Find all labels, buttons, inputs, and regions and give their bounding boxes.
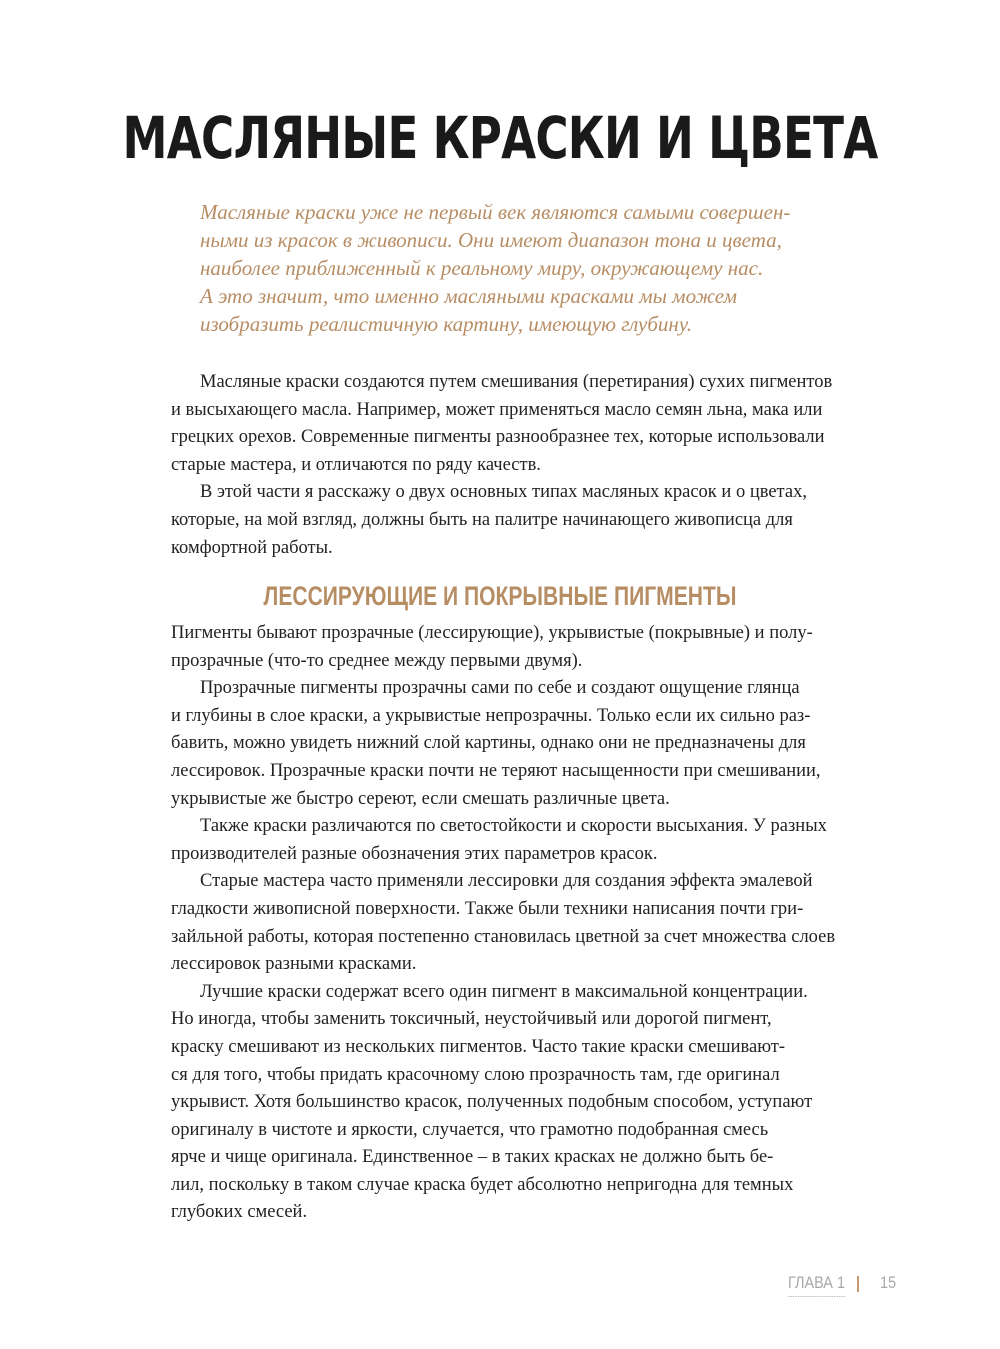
chapter-label: ГЛАВА 1 (788, 1273, 845, 1297)
page-title: МАСЛЯНЫЕ КРАСКИ И ЦВЕТА (122, 104, 878, 172)
paragraph-line: Также краски различаются по светостойкости и скорости высыхания. У разных (200, 816, 827, 837)
paragraph-line: ярче и чище оригинала. Единственное – в таких красках не должно быть бе- (171, 1147, 774, 1168)
body-section-pigments (171, 620, 836, 1227)
paragraph-line: Старые мастера часто применяли лессировки для создания эффекта эмалевой (200, 871, 813, 892)
paragraph-line: оригиналу в чистоте и яркости, случается, что грамотно подобранная смесь (171, 1119, 769, 1140)
intro-line: ными из красок в живописи. Они имеют диапазон тона и цвета, (200, 228, 782, 252)
paragraph-line: лил, поскольку в таком случае краска будет абсолютно непригодна для темных (171, 1174, 794, 1195)
paragraph-line: В этой части я расскажу о двух основных типах масляных красок и о цветах, (200, 482, 807, 503)
page-number: 15 (880, 1273, 897, 1292)
paragraph-line: грецких орехов. Современные пигменты разнообразнее тех, которые использовали (171, 427, 825, 448)
section-heading: ЛЕССИРУЮЩИЕ И ПОКРЫВНЫЕ ПИГМЕНТЫ (263, 581, 737, 611)
intro-line: изобразить реалистичную картину, имеющую глубину. (200, 312, 693, 336)
paragraph-line: укрывистые же быстро сереют, если смешать различные цвета. (171, 788, 670, 809)
paragraph-line: зайльной работы, которая постепенно становилась цветной за счет множества слоев (171, 926, 836, 947)
paragraph-line: бавить, можно увидеть нижний слой картины, однако они не предназначены для (171, 733, 806, 754)
paragraph-line: старые мастера, и отличаются по ряду качеств. (171, 454, 541, 475)
paragraph-line: ся для того, чтобы придать красочному слою прозрачность там, где оригинал (171, 1064, 780, 1085)
body-section-intro (171, 369, 831, 562)
paragraph-line: укрывист. Хотя большинство красок, полученных подобным способом, уступают (171, 1092, 813, 1113)
paragraph-line: и высыхающего масла. Например, может применяться масло семян льна, мака или (171, 399, 823, 420)
intro-line: А это значит, что именно масляными красками мы можем (200, 284, 737, 308)
paragraph-line: Пигменты бывают прозрачные (лессирующие), укрывистые (покрывные) и полу- (171, 623, 813, 643)
paragraph-line: Масляные краски создаются путем смешивания (перетирания) сухих пигментов (200, 372, 833, 392)
paragraph-line: прозрачные (что-то среднее между первыми двумя). (171, 650, 583, 671)
footer-divider (857, 1276, 859, 1292)
paragraph-line: производителей разные обозначения этих параметров красок. (171, 843, 658, 864)
paragraph-line: гладкости живописной поверхности. Также были техники написания почти гри- (171, 898, 804, 919)
intro-line: наиболее приближенный к реальному миру, окружающему нас. (200, 256, 764, 280)
intro-paragraph (200, 198, 840, 338)
paragraph-line: Лучшие краски содержат всего один пигмент в максимальной концентрации. (200, 981, 808, 1002)
paragraph-line: Но иногда, чтобы заменить токсичный, неустойчивый или дорогой пигмент, (171, 1009, 772, 1030)
intro-line: Масляные краски уже не первый век являются самыми совершен- (200, 200, 791, 224)
paragraph-line: лессировок разными красками. (171, 954, 417, 975)
paragraph-line: Прозрачные пигменты прозрачны сами по себе и создают ощущение глянца (200, 678, 800, 699)
paragraph-line: комфортной работы. (171, 537, 333, 558)
paragraph-line: и глубины в слое краски, а укрывистые непрозрачны. Только если их сильно раз- (171, 705, 811, 726)
paragraph-line: краску смешивают из нескольких пигментов. Часто такие краски смешивают- (171, 1036, 786, 1057)
paragraph-line: глубоких смесей. (171, 1202, 308, 1223)
paragraph-line: лессировок. Прозрачные краски почти не теряют насыщенности при смешивании, (171, 760, 821, 781)
paragraph-line: которые, на мой взгляд, должны быть на палитре начинающего живописца для (171, 509, 793, 530)
page-footer (760, 1273, 910, 1297)
